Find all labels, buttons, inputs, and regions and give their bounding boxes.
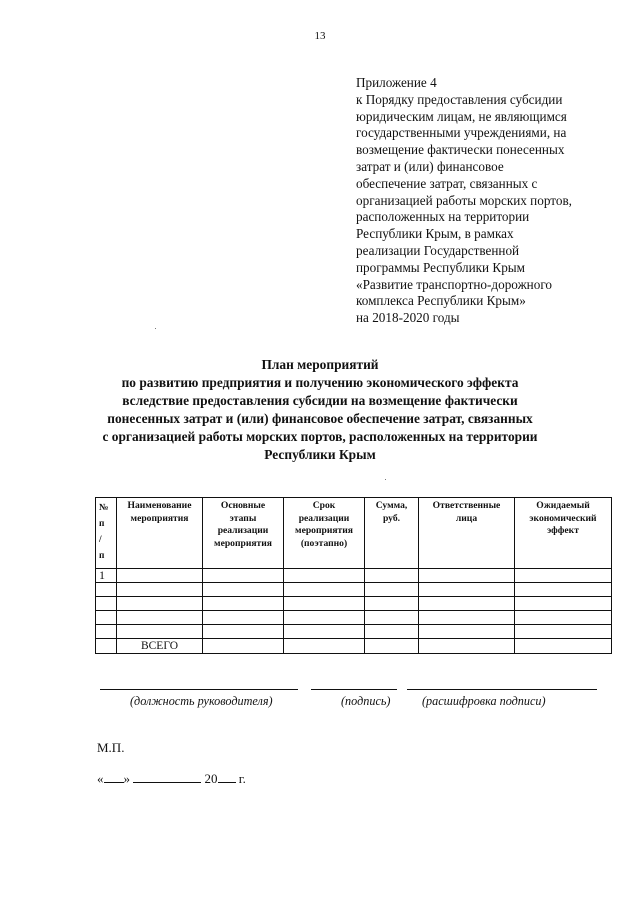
plan-title-line: вследствие предоставления субсидии на возмещение фактически — [122, 393, 518, 408]
appendix-header — [356, 75, 626, 327]
header-sum — [365, 498, 419, 569]
table-row — [96, 597, 612, 611]
header-line: Основные — [220, 500, 266, 511]
scan-speck — [155, 328, 156, 329]
table-row — [96, 625, 612, 639]
month-blank — [133, 771, 201, 783]
header-number — [96, 498, 117, 569]
table-cell — [515, 583, 612, 597]
day-blank — [104, 771, 124, 783]
table-cell — [365, 569, 419, 583]
table-cell — [419, 583, 515, 597]
header-line: № — [99, 503, 109, 513]
header-stages — [203, 498, 284, 569]
appendix-line: реализации Государственной — [356, 242, 520, 258]
header-line: / — [99, 535, 102, 545]
plan-title-line: План мероприятий — [261, 357, 379, 372]
header-responsible — [419, 498, 515, 569]
table-cell — [365, 583, 419, 597]
signature-line-position — [100, 689, 298, 690]
position-caption: (должность руководителя) — [130, 694, 273, 708]
table-cell — [365, 611, 419, 625]
table-cell — [284, 597, 365, 611]
header-line: реализации — [217, 525, 269, 537]
row-number — [96, 583, 117, 597]
appendix-line: юридическим лицам, не являющимся — [356, 108, 567, 124]
header-line: мероприятия — [130, 512, 189, 524]
header-term — [284, 498, 365, 569]
appendix-line: комплекса Республики Крым» — [356, 293, 526, 309]
table-cell — [203, 625, 284, 639]
plan-title-line: с организацией работы морских портов, расположенных на территории — [102, 429, 538, 444]
header-line: эффект — [547, 525, 579, 537]
scan-speck — [385, 479, 386, 480]
table-cell — [515, 569, 612, 583]
header-line: Наименование — [127, 500, 192, 511]
year-prefix: 20 — [204, 771, 218, 786]
table-cell — [203, 597, 284, 611]
header-name — [117, 498, 203, 569]
table-cell — [419, 625, 515, 639]
table-cell — [365, 639, 419, 654]
table-cell — [117, 583, 203, 597]
table-row — [96, 569, 612, 583]
signature-caption: (подпись) — [341, 694, 391, 708]
year-suffix: г. — [238, 771, 246, 786]
table-cell — [117, 611, 203, 625]
table-cell — [203, 639, 284, 654]
date-open-quote: « — [97, 771, 104, 786]
header-line: экономический — [529, 512, 597, 524]
table-cell — [96, 639, 117, 654]
header-line: мероприятия — [295, 525, 353, 537]
appendix-line: к Порядку предоставления субсидии — [356, 91, 563, 107]
appendix-line: «Развитие транспортно-дорожного — [356, 276, 553, 292]
table-cell — [515, 611, 612, 625]
table-cell — [419, 639, 515, 654]
table-cell — [365, 597, 419, 611]
table-cell — [284, 611, 365, 625]
date-line — [97, 771, 246, 787]
table-cell — [284, 625, 365, 639]
row-number — [96, 625, 117, 639]
table-cell — [419, 597, 515, 611]
header-effect — [515, 498, 612, 569]
page-number: 13 — [314, 30, 326, 42]
table-cell — [365, 625, 419, 639]
signature-line-sign — [311, 689, 397, 690]
appendix-line: Приложение 4 — [356, 75, 437, 90]
header-line: п — [99, 551, 105, 561]
appendix-line: расположенных на территории — [356, 209, 530, 225]
row-number: 1 — [96, 569, 117, 583]
header-line: руб. — [382, 512, 401, 524]
table-cell — [284, 583, 365, 597]
year-blank — [218, 771, 236, 783]
decryption-caption: (расшифровка подписи) — [422, 694, 546, 708]
table-header-row — [96, 498, 612, 569]
header-line: Сумма, — [375, 500, 408, 511]
header-line: Ожидаемый — [536, 500, 590, 511]
header-line: мероприятия — [214, 537, 272, 549]
table-cell — [203, 611, 284, 625]
table-row — [96, 611, 612, 625]
table-cell — [284, 639, 365, 654]
total-label: ВСЕГО — [117, 639, 203, 654]
table-cell — [117, 569, 203, 583]
table-row — [96, 583, 612, 597]
appendix-line: возмещение фактически понесенных — [356, 142, 565, 158]
plan-title-line: по развитию предприятия и получению экономического эффекта — [121, 375, 519, 390]
plan-table — [95, 497, 612, 654]
header-line: лица — [455, 512, 478, 524]
appendix-line: программы Республики Крым — [356, 259, 525, 275]
stamp-place: М.П. — [97, 740, 125, 755]
table-cell — [419, 569, 515, 583]
table-cell — [203, 583, 284, 597]
header-line: (поэтапно) — [300, 537, 348, 549]
date-close-quote: » — [123, 771, 130, 786]
header-line: реализации — [298, 512, 350, 524]
header-line: п — [99, 519, 105, 529]
appendix-line: на 2018-2020 годы — [356, 310, 460, 326]
appendix-line: обеспечение затрат, связанных с — [356, 175, 538, 191]
appendix-line: организацией работы морских портов, — [356, 192, 572, 208]
plan-title-line: Республики Крым — [264, 447, 376, 462]
table-cell — [515, 639, 612, 654]
appendix-line: Республики Крым, в рамках — [356, 226, 514, 242]
header-line: этапы — [229, 512, 257, 524]
row-number — [96, 611, 117, 625]
table-cell — [515, 597, 612, 611]
table-cell — [419, 611, 515, 625]
signature-line-decryption — [407, 689, 597, 690]
plan-title-line: понесенных затрат и (или) финансовое обеспечение затрат, связанных — [107, 411, 533, 426]
header-line: Срок — [312, 500, 336, 511]
table-total-row — [96, 639, 612, 654]
header-line: Ответственные — [432, 500, 501, 511]
row-number — [96, 597, 117, 611]
table-cell — [117, 597, 203, 611]
plan-title — [80, 356, 560, 464]
table-cell — [117, 625, 203, 639]
table-cell — [203, 569, 284, 583]
appendix-line: затрат и (или) финансовое — [356, 158, 504, 174]
appendix-line: государственными учреждениями, на — [356, 125, 567, 141]
table-cell — [284, 569, 365, 583]
table-cell — [515, 625, 612, 639]
